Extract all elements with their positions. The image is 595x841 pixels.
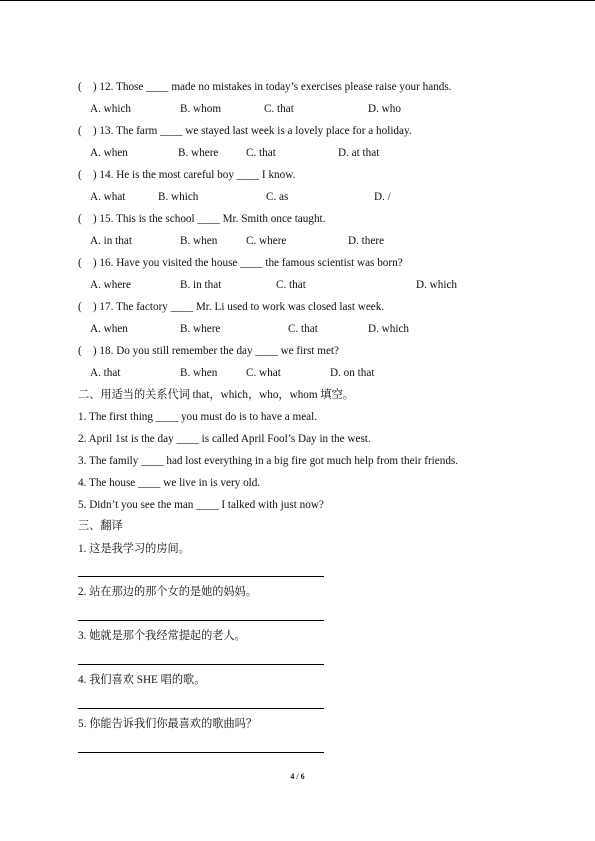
page-number: 4 / 6 (290, 772, 305, 781)
question-17: ( ) 17. The factory ____ Mr. Li used to work was closed last week. (78, 301, 385, 313)
section3-heading: 三、翻译 (78, 520, 123, 532)
question-16: ( ) 16. Have you visited the house ____ the famous scientist was born? (78, 257, 403, 269)
q15-option-d: D. there (348, 235, 385, 247)
fill-in-item-2: 2. April 1st is the day ____ is called April Fool’s Day in the west. (78, 433, 371, 445)
answer-line-3[interactable] (78, 664, 324, 665)
q18-option-b: B. when (180, 367, 218, 379)
q14-option-a: A. what (90, 191, 126, 203)
q18-option-a: A. that (90, 367, 121, 379)
q16-option-d: D. which (416, 279, 458, 291)
q12-option-b: B. whom (180, 103, 222, 115)
question-13: ( ) 13. The farm ____ we stayed last week is a lovely place for a holiday. (78, 125, 412, 137)
q17-option-b: B. where (180, 323, 221, 335)
q13-option-c: C. that (246, 147, 276, 159)
answer-line-5[interactable] (78, 752, 324, 753)
q13-option-d: D. at that (338, 147, 380, 159)
q14-option-d: D. / (374, 191, 391, 203)
fill-in-item-4: 4. The house ____ we live in is very old. (78, 477, 261, 489)
translation-item-2: 2. 站在那边的那个女的是她的妈妈。 (78, 586, 258, 598)
q12-option-c: C. that (264, 103, 294, 115)
question-15: ( ) 15. This is the school ____ Mr. Smith once taught. (78, 213, 326, 225)
translation-item-1: 1. 这是我学习的房间。 (78, 543, 190, 555)
top-border (0, 0, 595, 1)
fill-in-item-3: 3. The family ____ had lost everything in a big fire got much help from their friends. (78, 455, 459, 467)
q16-option-c: C. that (276, 279, 306, 291)
q17-option-a: A. when (90, 323, 128, 335)
q13-option-a: A. when (90, 147, 128, 159)
q14-option-c: C. as (266, 191, 289, 203)
q15-option-a: A. in that (90, 235, 132, 247)
q12-option-a: A. which (90, 103, 132, 115)
q18-option-d: D. on that (330, 367, 375, 379)
answer-line-4[interactable] (78, 708, 324, 709)
question-14: ( ) 14. He is the most careful boy ____ I know. (78, 169, 296, 181)
fill-in-item-5: 5. Didn’t you see the man ____ I talked with just now? (78, 499, 324, 511)
question-12: ( ) 12. Those ____ made no mistakes in today’s exercises please raise your hands. (78, 81, 452, 93)
q17-option-c: C. that (288, 323, 318, 335)
q15-option-c: C. where (246, 235, 287, 247)
q15-option-b: B. when (180, 235, 218, 247)
translation-item-3: 3. 她就是那个我经常提起的老人。 (78, 630, 246, 642)
question-18: ( ) 18. Do you still remember the day ____ we first met? (78, 345, 339, 357)
q16-option-a: A. where (90, 279, 132, 291)
q14-option-b: B. which (158, 191, 199, 203)
q12-option-d: D. who (368, 103, 401, 115)
translation-item-4: 4. 我们喜欢 SHE 唱的歌。 (78, 674, 206, 686)
fill-in-item-1: 1. The first thing ____ you must do is to have a meal. (78, 411, 318, 423)
q13-option-b: B. where (178, 147, 219, 159)
answer-line-2[interactable] (78, 620, 324, 621)
translation-item-5: 5. 你能告诉我们你最喜欢的歌曲吗？ (78, 718, 258, 730)
q16-option-b: B. in that (180, 279, 222, 291)
q18-option-c: C. what (246, 367, 281, 379)
section2-heading: 二、用适当的关系代词 that，which，who，whom 填空。 (78, 389, 354, 401)
answer-line-1[interactable] (78, 576, 324, 577)
q17-option-d: D. which (368, 323, 410, 335)
